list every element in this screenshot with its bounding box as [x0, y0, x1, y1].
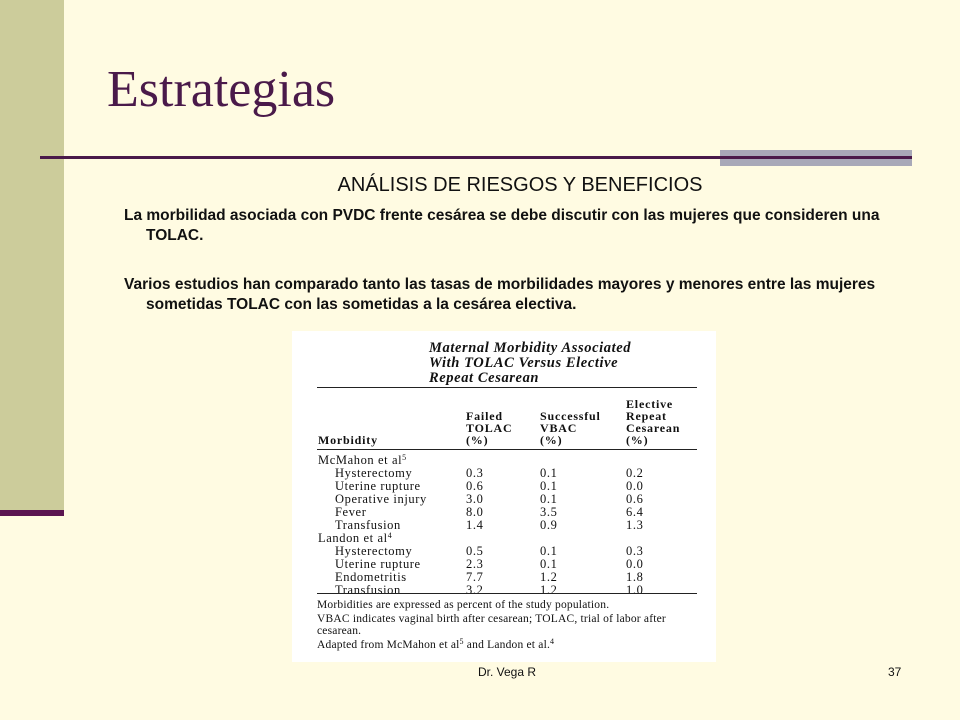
header-line: (%) — [540, 433, 563, 447]
cell-morbidity: Transfusion — [335, 518, 401, 532]
cell-successful: 3.5 — [540, 505, 558, 519]
header-successful-vbac — [540, 410, 601, 446]
footer-author: Dr. Vega R — [478, 665, 537, 679]
paragraph-2: Varios estudios han comparado tanto las tasas de morbilidades mayores y menores entre las mujeres sometidas TOLAC con las sometidas a la cesárea electiva. — [124, 276, 876, 313]
table-rule-top — [317, 387, 697, 388]
table-title-line: Repeat Cesarean — [429, 370, 540, 386]
cell-failed: 2.3 — [466, 557, 484, 571]
cell-failed: 0.6 — [466, 479, 484, 493]
table-note: Morbidities are expressed as percent of the study population. — [317, 599, 610, 611]
cell-morbidity: Hysterectomy — [335, 544, 413, 558]
cell-successful: 0.1 — [540, 557, 558, 571]
cell-morbidity: Fever — [335, 505, 367, 519]
cell-failed: 1.4 — [466, 518, 484, 532]
cell-successful: 1.2 — [540, 570, 558, 584]
header-line: Repeat — [626, 409, 667, 423]
cell-elective: 0.0 — [626, 557, 644, 571]
cell-failed: 8.0 — [466, 505, 484, 519]
header-line: Successful — [540, 409, 601, 423]
cell-successful: 0.1 — [540, 466, 558, 480]
header-line: TOLAC — [466, 421, 513, 435]
note-text: Adapted from McMahon et al — [317, 639, 460, 651]
table-note-source — [317, 639, 712, 651]
table-title-line: With TOLAC Versus Elective — [429, 355, 619, 371]
group-ref: 5 — [402, 453, 407, 462]
cell-morbidity: Hysterectomy — [335, 466, 413, 480]
cell-elective: 1.0 — [626, 583, 644, 597]
group-ref: 4 — [387, 531, 393, 540]
header-morbidity: Morbidity — [318, 433, 378, 447]
header-line: (%) — [626, 433, 649, 447]
cell-elective: 1.3 — [626, 518, 644, 532]
cell-successful: 0.1 — [540, 544, 558, 558]
header-failed-tolac — [466, 410, 512, 446]
table-rule-header — [317, 449, 697, 450]
cell-morbidity: Endometritis — [335, 570, 407, 584]
table-note: VBAC indicates vaginal birth after cesarean; TOLAC, trial of labor after cesarean. — [317, 613, 666, 637]
table-notes — [317, 599, 712, 653]
header-line: (%) — [466, 433, 489, 447]
slide-subtitle: ANÁLISIS DE RIESGOS Y BENEFICIOS — [337, 174, 703, 196]
left-accent-bar — [0, 0, 64, 512]
group-name: McMahon et al — [318, 453, 403, 467]
note-text: and Landon et al. — [463, 639, 551, 651]
cell-elective: 0.2 — [626, 466, 644, 480]
cell-failed: 3.0 — [466, 492, 484, 506]
cell-elective: 0.3 — [626, 544, 644, 558]
title-underline — [40, 156, 912, 159]
note-ref: 4 — [550, 637, 555, 646]
cell-successful: 1.2 — [540, 583, 558, 597]
cell-morbidity: Uterine rupture — [335, 479, 421, 493]
table-title — [429, 341, 631, 386]
cell-failed: 0.5 — [466, 544, 484, 558]
note-ref: 5 — [459, 637, 464, 646]
table-rule-bottom — [317, 593, 697, 594]
table-body — [292, 454, 716, 597]
header-elective-cesarean — [626, 398, 680, 446]
header-line: Failed — [466, 409, 503, 423]
paragraph-1: La morbilidad asociada con PVDC frente cesárea se debe discutir con las mujeres que consideren una TOLAC. — [124, 207, 880, 244]
header-line: Elective — [626, 397, 674, 411]
cell-failed: 7.7 — [466, 570, 484, 584]
cell-morbidity: Transfusion — [335, 583, 401, 597]
morbidity-table — [292, 331, 716, 662]
cell-morbidity: Uterine rupture — [335, 557, 421, 571]
cell-failed: 3.2 — [466, 583, 484, 597]
cell-successful: 0.1 — [540, 492, 558, 506]
table-title-line: Maternal Morbidity Associated — [429, 340, 632, 356]
cell-successful: 0.9 — [540, 518, 558, 532]
table-header — [292, 391, 716, 446]
cell-elective: 6.4 — [626, 505, 644, 519]
group-name: Landon et al — [318, 531, 388, 545]
cell-successful: 0.1 — [540, 479, 558, 493]
cell-elective: 0.0 — [626, 479, 644, 493]
cell-failed: 0.3 — [466, 466, 484, 480]
header-line: Cesarean — [626, 421, 681, 435]
slide-title: Estrategias — [107, 61, 336, 118]
header-line: VBAC — [540, 421, 578, 435]
table-row — [292, 584, 716, 597]
cell-elective: 0.6 — [626, 492, 644, 506]
page-number: 37 — [888, 665, 902, 679]
cell-elective: 1.8 — [626, 570, 644, 584]
cell-morbidity: Operative injury — [335, 492, 427, 506]
left-accent-bar-cap — [0, 510, 64, 516]
